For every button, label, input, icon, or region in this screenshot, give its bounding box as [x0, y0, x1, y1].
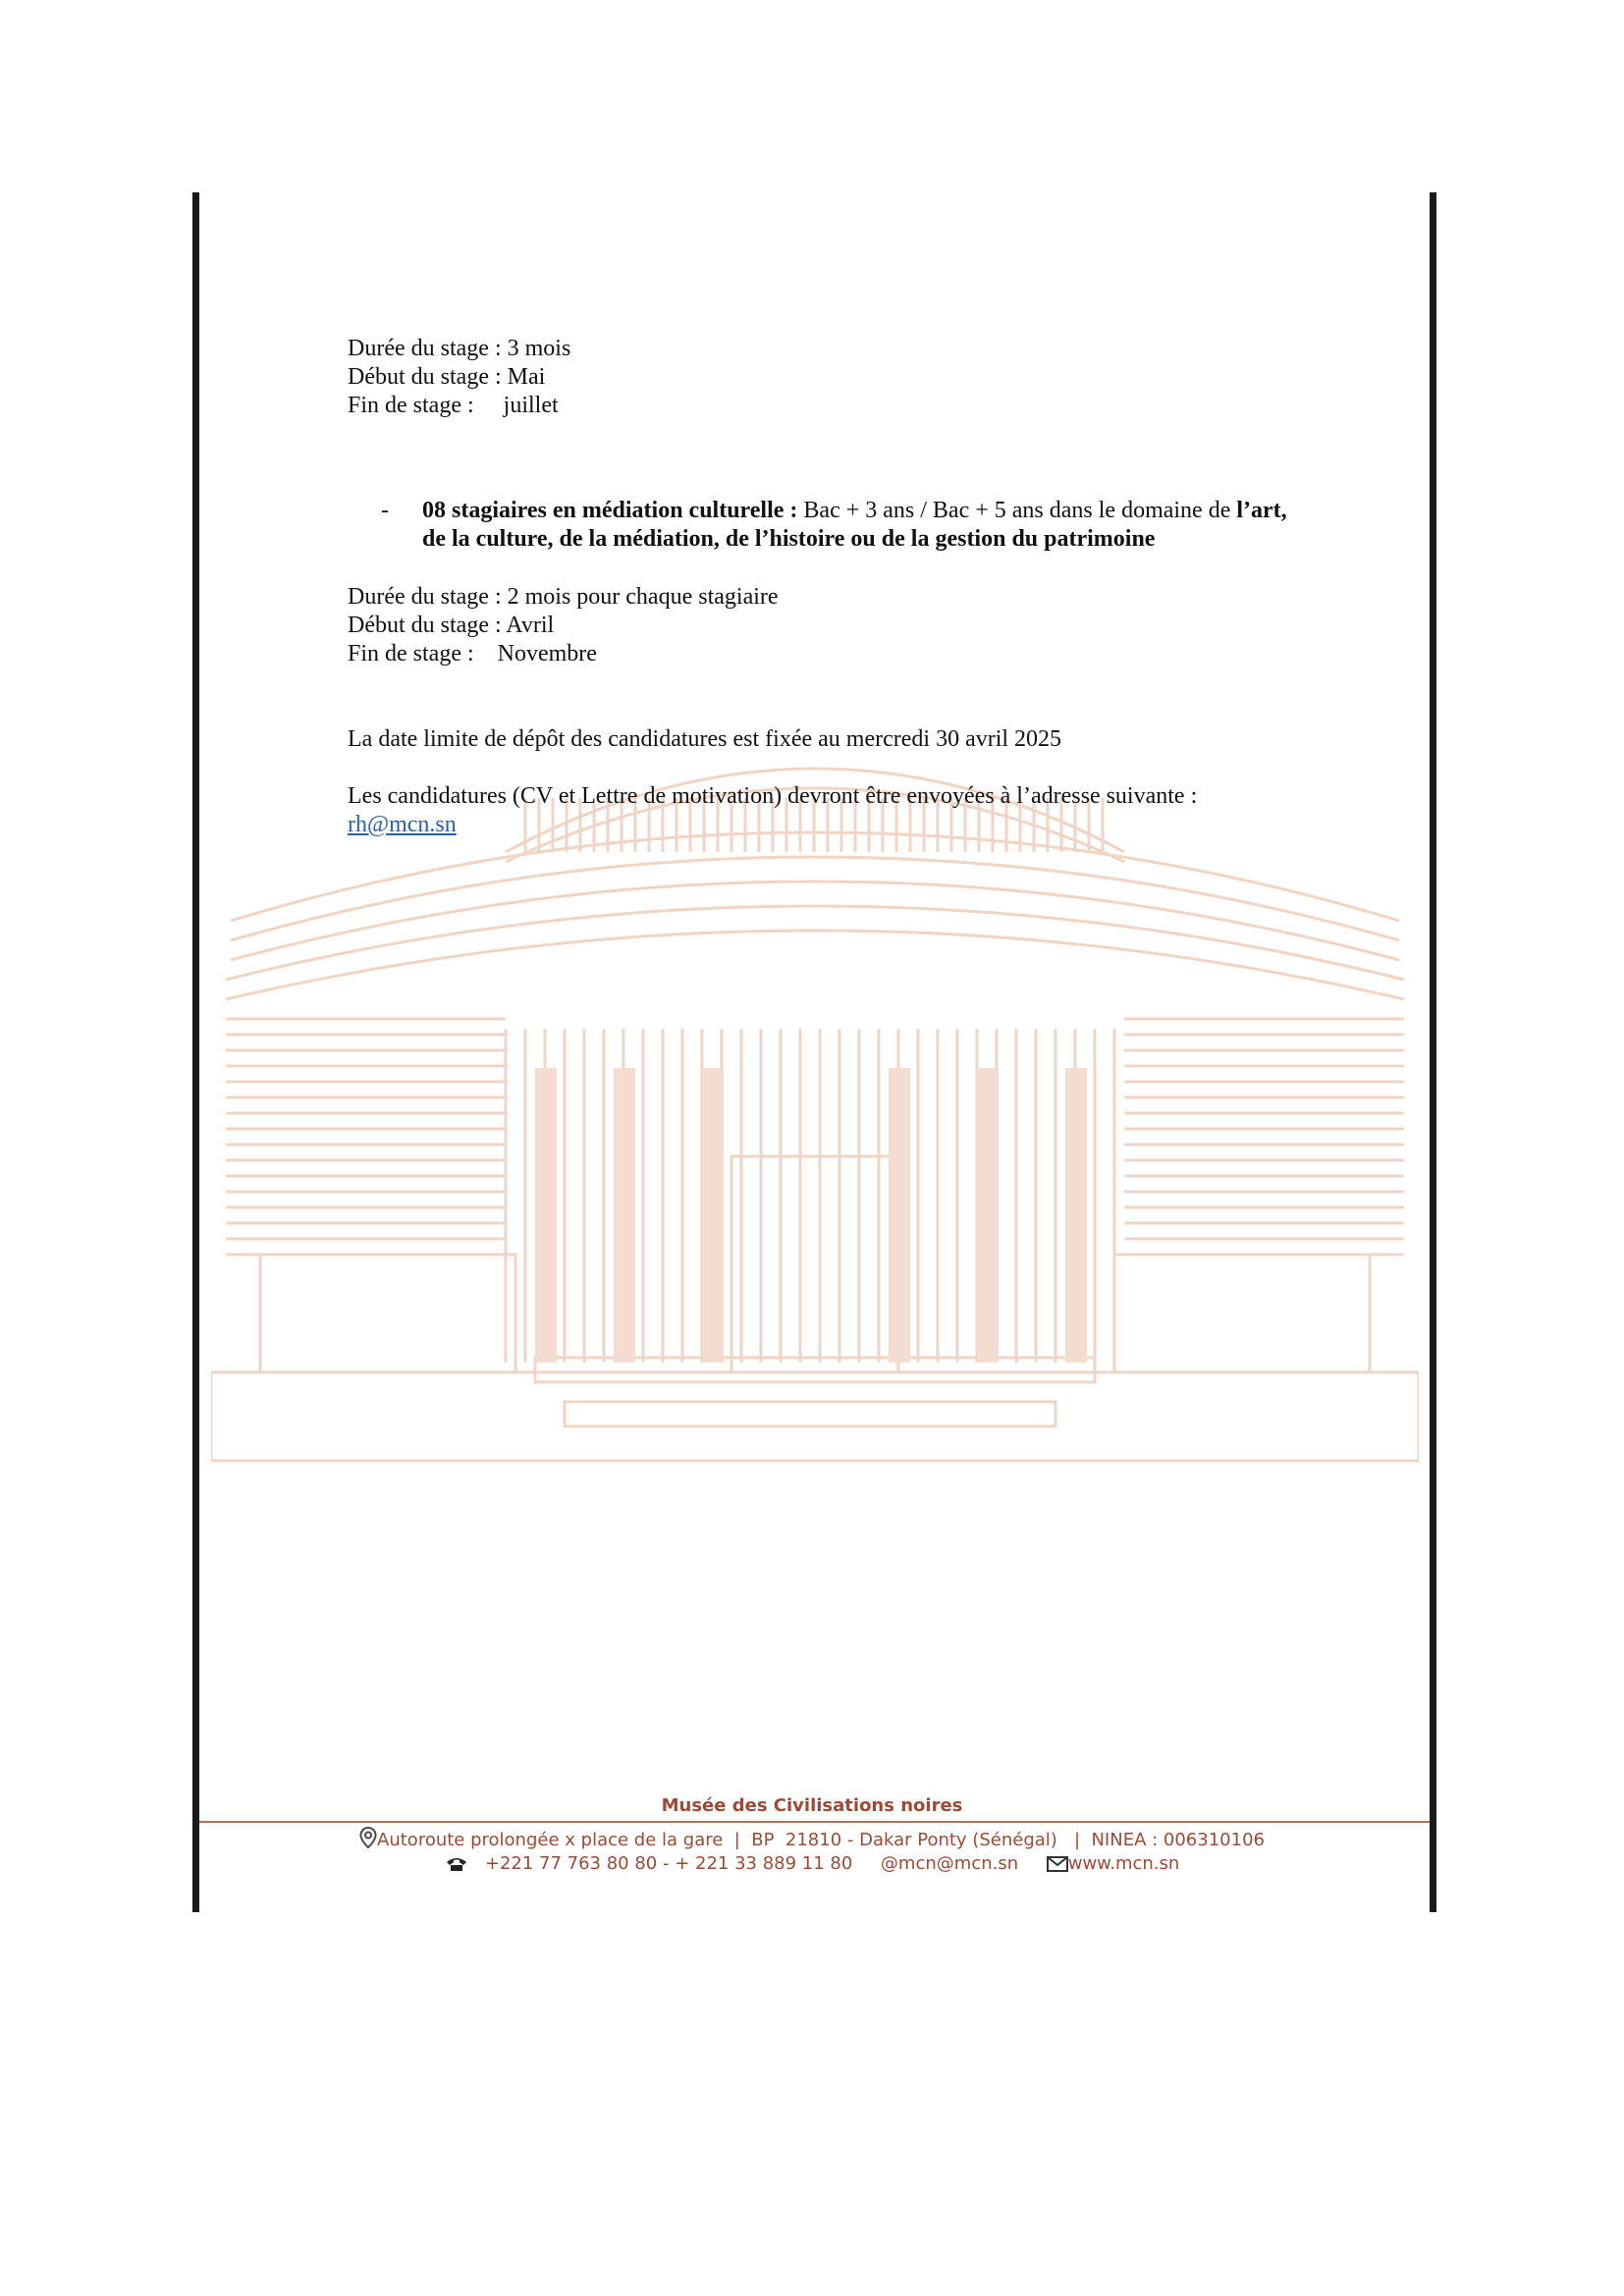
bullet-dash: -	[381, 498, 389, 523]
candidatures-text: Les candidatures (CV et Lettre de motivation) devront être envoyées à l’adresse suivante :	[348, 783, 1198, 809]
footer-social[interactable]: @mcn@mcn.sn	[880, 1853, 1019, 1874]
bullet-bold-lead: 08 stagiaires en médiation culturelle :	[422, 498, 798, 523]
stage-1-duration: Durée du stage : 3 mois	[348, 336, 571, 361]
stage-2-details	[348, 583, 779, 668]
footer-title: Musée des Civilisations noires	[661, 1795, 963, 1816]
deadline-text: La date limite de dépôt des candidatures est fixée au mercredi 30 avril 2025	[348, 726, 1062, 752]
stage-2-end: Fin de stage : Novembre	[348, 641, 597, 667]
stage-1-start: Début du stage : Mai	[348, 364, 546, 390]
stage-1-details	[348, 335, 570, 420]
footer-contact-line	[0, 1853, 1624, 1874]
email-link[interactable]: rh@mcn.sn	[348, 812, 457, 837]
footer-address: Autoroute prolongée x place de la gare | BP 21810 - Dakar Ponty (Sénégal) | NINEA : 006310106	[377, 1830, 1265, 1850]
stage-1-end: Fin de stage : juillet	[348, 393, 559, 418]
phone-icon	[445, 1856, 468, 1872]
bullet-normal-text: Bac + 3 ans / Bac + 5 ans dans le domaine de	[797, 498, 1237, 523]
location-pin-icon	[359, 1827, 377, 1848]
bullet-text	[422, 497, 1296, 554]
footer-website[interactable]: www.mcn.sn	[1067, 1853, 1180, 1874]
footer-address-line	[0, 1827, 1624, 1850]
stage-2-duration: Durée du stage : 2 mois pour chaque stagiaire	[348, 584, 779, 610]
page-border-left	[192, 192, 199, 1912]
page-border-right	[1430, 192, 1436, 1912]
envelope-icon	[1047, 1856, 1068, 1872]
candidatures-paragraph	[348, 782, 1329, 839]
bullet-bold-tail: l’art, de la culture, de la médiation, de l’histoire ou de la gestion du patrimoine	[422, 498, 1287, 552]
stage-2-start: Début du stage : Avril	[348, 613, 555, 638]
footer-phones: +221 77 763 80 80 - + 221 33 889 11 80	[484, 1853, 853, 1874]
footer-divider	[199, 1821, 1430, 1823]
